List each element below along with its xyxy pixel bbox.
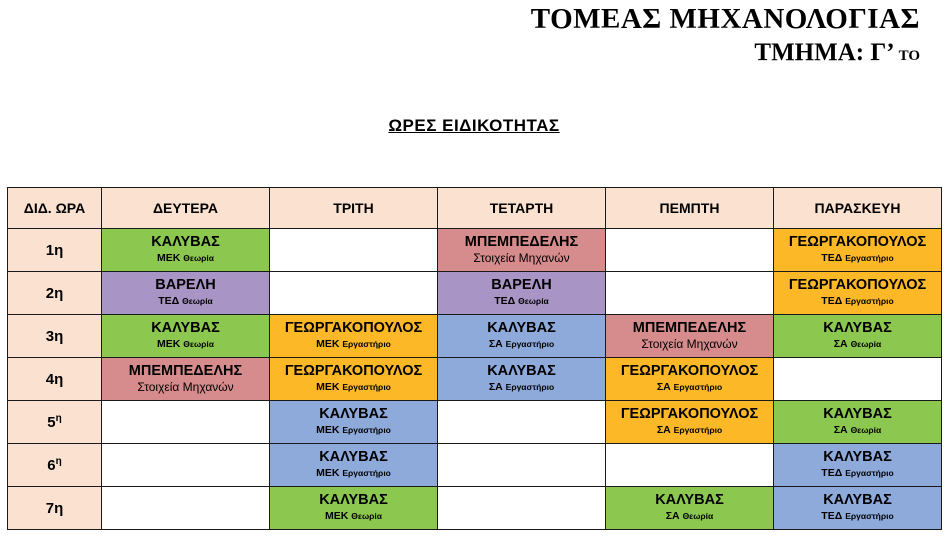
empty-slot xyxy=(606,272,774,315)
subject-line xyxy=(270,466,437,481)
subject-name: ΜΕΚ xyxy=(316,424,340,436)
empty-slot xyxy=(270,229,438,272)
subject-name: ΣΑ xyxy=(833,424,848,436)
hour-label: 2η xyxy=(45,284,64,302)
lesson-slot xyxy=(606,315,774,358)
column-header-tuesday: ΤΡΙΤΗ xyxy=(270,188,438,229)
lesson-type: Θεωρία xyxy=(850,339,882,349)
teacher-name: ΚΑΛΥΒΑΣ xyxy=(655,492,724,508)
table-row xyxy=(8,487,942,530)
subject-line xyxy=(606,423,773,438)
lesson-slot xyxy=(438,272,606,315)
subject-name: ΤΕΔ xyxy=(821,295,843,307)
empty-slot xyxy=(438,401,606,444)
lesson-type: Θεωρία xyxy=(183,253,214,263)
lesson-slot xyxy=(438,229,606,272)
column-header-thursday: ΠΕΜΠΤΗ xyxy=(606,188,774,229)
teacher-name: ΓΕΩΡΓΑΚΟΠΟΥΛΟΣ xyxy=(620,406,759,422)
lesson-slot xyxy=(438,315,606,358)
hour-cell xyxy=(8,315,102,358)
teacher-name: ΓΕΩΡΓΑΚΟΠΟΥΛΟΣ xyxy=(788,234,927,250)
subject-line xyxy=(606,337,773,352)
subject-name: Στοιχεία Μηχανών xyxy=(473,251,570,265)
lesson-slot xyxy=(774,487,942,530)
teacher-name: ΚΑΛΥΒΑΣ xyxy=(319,492,388,508)
subject-line xyxy=(438,337,605,352)
empty-slot xyxy=(438,487,606,530)
subject-line xyxy=(774,251,941,266)
teacher-name: ΜΠΕΜΠΕΔΕΛΗΣ xyxy=(632,320,747,336)
subject-name: ΜΕΚ xyxy=(316,338,340,350)
subject-name: ΤΕΔ xyxy=(158,295,180,307)
lesson-slot xyxy=(270,401,438,444)
subject-line xyxy=(270,423,437,438)
table-row xyxy=(8,315,942,358)
teacher-name: ΚΑΛΥΒΑΣ xyxy=(823,449,892,465)
teacher-name: ΚΑΛΥΒΑΣ xyxy=(823,320,892,336)
lesson-type: Εργαστήριο xyxy=(673,382,723,392)
teacher-name: ΚΑΛΥΒΑΣ xyxy=(487,320,556,336)
subject-line xyxy=(270,337,437,352)
teacher-name: ΚΑΛΥΒΑΣ xyxy=(823,406,892,422)
lesson-type: Θεωρία xyxy=(182,296,213,306)
lesson-slot xyxy=(270,487,438,530)
schedule-body xyxy=(8,229,942,530)
empty-slot xyxy=(270,272,438,315)
class-suffix: ΤΟ xyxy=(898,48,920,64)
lesson-type: Εργαστήριο xyxy=(342,382,391,392)
subject-line xyxy=(774,423,941,438)
subject-name: ΜΕΚ xyxy=(157,338,181,350)
subject-name: Στοιχεία Μηχανών xyxy=(137,380,234,394)
schedule-table xyxy=(7,187,942,530)
subject-line xyxy=(606,380,773,395)
subject-line xyxy=(270,509,437,524)
lesson-type: Εργαστήριο xyxy=(845,468,894,478)
lesson-type: Εργαστήριο xyxy=(505,382,555,392)
subject-line xyxy=(102,337,269,352)
subject-name: ΣΑ xyxy=(656,381,671,393)
teacher-name: ΒΑΡΕΛΗ xyxy=(491,277,552,293)
table-header-row xyxy=(8,188,942,229)
subject-name: ΤΕΔ xyxy=(821,252,843,264)
lesson-type: Εργαστήριο xyxy=(342,425,391,435)
lesson-type: Εργαστήριο xyxy=(342,468,391,478)
teacher-name: ΚΑΛΥΒΑΣ xyxy=(487,363,556,379)
subject-line xyxy=(774,294,941,309)
lesson-slot xyxy=(606,401,774,444)
lesson-slot xyxy=(774,272,942,315)
hour-cell xyxy=(8,358,102,401)
table-row xyxy=(8,272,942,315)
empty-slot xyxy=(102,401,270,444)
subject-line xyxy=(774,509,941,524)
empty-slot xyxy=(606,444,774,487)
teacher-name: ΚΑΛΥΒΑΣ xyxy=(319,449,388,465)
teacher-name: ΜΠΕΜΠΕΔΕΛΗΣ xyxy=(464,234,579,250)
table-row xyxy=(8,358,942,401)
lesson-slot xyxy=(438,358,606,401)
lesson-type: Εργαστήριο xyxy=(342,339,391,349)
hour-cell xyxy=(8,444,102,487)
subject-name: ΜΕΚ xyxy=(316,467,340,479)
class-name: ΤΜΗΜΑ: Γ’ xyxy=(754,39,895,66)
hour-label: 6 xyxy=(47,457,56,474)
subject-line xyxy=(438,294,605,309)
lesson-slot xyxy=(102,358,270,401)
lesson-slot xyxy=(102,315,270,358)
teacher-name: ΚΑΛΥΒΑΣ xyxy=(319,406,388,422)
subject-line xyxy=(774,466,941,481)
lesson-slot xyxy=(774,229,942,272)
teacher-name: ΚΑΛΥΒΑΣ xyxy=(823,492,892,508)
subject-name: ΤΕΔ xyxy=(494,295,516,307)
teacher-name: ΚΑΛΥΒΑΣ xyxy=(151,320,220,336)
hour-label: 4η xyxy=(45,370,64,388)
subject-line xyxy=(102,294,269,309)
subject-name: ΣΑ xyxy=(833,338,848,350)
teacher-name: ΚΑΛΥΒΑΣ xyxy=(151,234,220,250)
hour-superscript: η xyxy=(55,456,62,467)
subject-line xyxy=(438,251,605,266)
lesson-slot xyxy=(774,401,942,444)
lesson-slot xyxy=(270,444,438,487)
subject-name: ΜΕΚ xyxy=(157,252,181,264)
subject-line xyxy=(102,380,269,395)
teacher-name: ΜΠΕΜΠΕΔΕΛΗΣ xyxy=(128,363,243,379)
table-row xyxy=(8,401,942,444)
empty-slot xyxy=(102,487,270,530)
teacher-name: ΓΕΩΡΓΑΚΟΠΟΥΛΟΣ xyxy=(284,363,423,379)
class-label xyxy=(754,38,920,71)
teacher-name: ΓΕΩΡΓΑΚΟΠΟΥΛΟΣ xyxy=(620,363,759,379)
subject-name: Στοιχεία Μηχανών xyxy=(641,337,738,351)
column-header-wednesday: ΤΕΤΑΡΤΗ xyxy=(438,188,606,229)
subject-name: ΤΕΔ xyxy=(821,467,843,479)
hour-cell xyxy=(8,272,102,315)
hour-cell xyxy=(8,229,102,272)
subject-name: ΣΑ xyxy=(488,381,503,393)
subject-name: ΣΑ xyxy=(488,338,503,350)
empty-slot xyxy=(438,444,606,487)
department-sector-title: ΤΟΜΕΑΣ ΜΗΧΑΝΟΛΟΓΙΑΣ xyxy=(530,3,920,35)
lesson-type: Θεωρία xyxy=(850,425,882,435)
hour-label: 7η xyxy=(45,499,64,517)
empty-slot xyxy=(774,358,942,401)
subject-name: ΣΑ xyxy=(665,510,680,522)
lesson-slot xyxy=(102,272,270,315)
lesson-type: Εργαστήριο xyxy=(845,511,894,521)
lesson-slot xyxy=(774,444,942,487)
subject-name: ΜΕΚ xyxy=(325,510,349,522)
section-title: ΩΡΕΣ ΕΙΔΙΚΟΤΗΤΑΣ xyxy=(388,116,560,135)
lesson-slot xyxy=(606,358,774,401)
table-row xyxy=(8,444,942,487)
lesson-slot xyxy=(606,487,774,530)
subject-name: ΜΕΚ xyxy=(316,381,340,393)
lesson-type: Εργαστήριο xyxy=(505,339,555,349)
lesson-slot xyxy=(270,358,438,401)
table-row xyxy=(8,229,942,272)
subject-line xyxy=(102,251,269,266)
teacher-name: ΓΕΩΡΓΑΚΟΠΟΥΛΟΣ xyxy=(284,320,423,336)
empty-slot xyxy=(606,229,774,272)
lesson-type: Εργαστήριο xyxy=(845,296,894,306)
lesson-slot xyxy=(102,229,270,272)
lesson-type: Θεωρία xyxy=(183,339,214,349)
column-header-hour: ΔΙΔ. ΩΡΑ xyxy=(8,188,102,229)
subject-line xyxy=(606,509,773,524)
lesson-type: Εργαστήριο xyxy=(845,253,894,263)
hour-cell xyxy=(8,487,102,530)
empty-slot xyxy=(102,444,270,487)
hour-superscript: η xyxy=(55,413,62,424)
lesson-type: Θεωρία xyxy=(682,511,714,521)
column-header-friday: ΠΑΡΑΣΚΕΥΗ xyxy=(774,188,942,229)
hour-cell xyxy=(8,401,102,444)
lesson-type: Εργαστήριο xyxy=(673,425,723,435)
subject-name: ΤΕΔ xyxy=(821,510,843,522)
lesson-type: Θεωρία xyxy=(351,511,382,521)
lesson-slot xyxy=(774,315,942,358)
hour-label: 3η xyxy=(45,327,64,345)
column-header-monday: ΔΕΥΤΕΡΑ xyxy=(102,188,270,229)
subject-line xyxy=(774,337,941,352)
subject-name: ΣΑ xyxy=(656,424,671,436)
hour-label: 5 xyxy=(47,414,56,431)
subject-line xyxy=(270,380,437,395)
teacher-name: ΒΑΡΕΛΗ xyxy=(155,277,216,293)
teacher-name: ΓΕΩΡΓΑΚΟΠΟΥΛΟΣ xyxy=(788,277,927,293)
hour-label: 1η xyxy=(45,241,64,259)
subject-line xyxy=(438,380,605,395)
lesson-slot xyxy=(270,315,438,358)
lesson-type: Θεωρία xyxy=(518,296,549,306)
